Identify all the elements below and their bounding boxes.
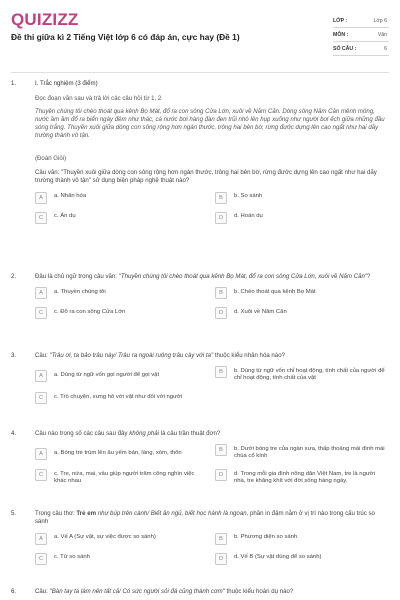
passage-source: (Đoàn Giỏi) <box>35 154 67 162</box>
option-a[interactable] <box>35 448 207 460</box>
option-letter-box: A <box>35 448 47 460</box>
question-text: Câu văn: "Thuyền xuôi giữa dòng con sông rộng hơn ngàn thước, trông hai bên bờ, rừng đước dựng lên cao ngất như hai dãy trường thành vô tận" sử dụng biện pháp nghệ thuật nào? <box>35 169 377 185</box>
option-letter-box: D <box>215 469 227 481</box>
option-b[interactable] <box>215 287 387 299</box>
option-text: b. Dùng từ ngữ vốn chỉ hoạt động, tính chất của người để chỉ hoạt động, tính chất của vật <box>234 367 385 382</box>
option-d[interactable] <box>215 553 387 565</box>
option-letter-box: B <box>215 444 227 456</box>
option-a[interactable] <box>35 533 207 545</box>
option-text: a. Vế A (Sự vật, sự việc được so sánh) <box>54 533 156 540</box>
instruction-text: Đọc đoạn văn sau và trả lời các câu hỏi từ 1, 2 <box>35 95 162 103</box>
option-b[interactable] <box>215 444 387 460</box>
question-text: Trong câu thơ: Trẻ em như búp trên cành/ Biết ăn ngủ, biết học hành là ngoan, phần in đậm nằm ở vị trí nào trong cấu trúc so sánh <box>35 510 375 526</box>
option-text: c. Từ so sánh <box>54 553 90 560</box>
meta-row-class <box>333 14 389 28</box>
question-number: 1. <box>11 80 17 87</box>
option-letter-box: D <box>215 553 227 565</box>
option-a[interactable] <box>35 287 207 299</box>
option-b[interactable] <box>215 366 387 382</box>
option-a[interactable] <box>35 192 207 204</box>
option-d[interactable] <box>215 307 387 319</box>
option-text: a. Nhân hóa <box>54 192 87 199</box>
option-letter-box: D <box>215 307 227 319</box>
question-text: Câu: "Trâu ơi, ta bảo trâu này/ Trâu ra ngoài ruộng trâu cày với ta" thuộc kiểu nhân hóa nào? <box>35 352 285 359</box>
meta-label: LỚP : <box>333 17 348 24</box>
question-text: Câu nào trong số các câu sau đây không phải là câu trần thuật đơn? <box>35 430 221 437</box>
option-letter-box: C <box>35 212 47 224</box>
option-text: b. So sánh <box>234 192 263 199</box>
option-text: b. Chèo thoát qua kênh Bọ Mát <box>234 288 316 295</box>
option-letter-box: A <box>35 533 47 545</box>
header-divider <box>11 72 389 73</box>
meta-value: Lớp 6 <box>373 17 387 24</box>
option-text: c. Tre, nứa, mai, vầu giúp người trăm công nghìn việc khác nhau <box>54 470 195 485</box>
option-text: a. Dùng từ ngữ vốn gọi người để gọi vật <box>54 371 160 378</box>
worksheet-header <box>0 0 400 62</box>
option-a[interactable] <box>35 370 207 382</box>
option-letter-box: A <box>35 287 47 299</box>
question-text: Đâu là chủ ngữ trong câu văn: "Thuyền chúng tôi chèo thoát qua kênh Bọ Mát, đổ ra con sông Cửa Lớn, xuôi về Năm Căn"? <box>35 273 371 280</box>
option-text: d. Trong mỗi gia đình nông dân Việt Nam, tre là người nhà, tre khăng khít với đời sống hàng ngày. <box>234 470 375 485</box>
option-c[interactable] <box>35 469 207 485</box>
meta-row-subject <box>333 28 389 42</box>
meta-box <box>333 14 389 56</box>
option-text: d. Xuôi về Năm Căn <box>234 308 287 315</box>
option-letter-box: B <box>215 192 227 204</box>
page-title: Đề thi giữa kì 2 Tiếng Việt lớp 6 có đáp án, cực hay (Đề 1) <box>11 32 240 42</box>
reading-passage: Thuyền chúng tôi chèo thoát qua kênh Bọ Mát, đổ ra con sông Cửa Lớn, xuôi về Năm Căn. Dòng sông Năm Căn mênh mông, nước ầm ầm đổ ra biển ngày đêm như thác, cá nước bơi hàng đàn đen trũi nhô lên hụp xuống như người bơi ếch giữa những đầu sóng trắng. Thuyền xuôi giữa dòng con sông rộng hơn ngàn thước, trông hai bên bờ, rừng đước dựng lên cao ngất như hai dãy trường thành vô tận. <box>35 107 385 140</box>
meta-label: SỐ CÂU : <box>333 45 357 52</box>
option-c[interactable] <box>35 212 207 224</box>
option-text: d. Vế B (Sự vật dùng để so sánh) <box>234 553 322 560</box>
question-4 <box>11 430 389 500</box>
option-text: b. Dưới bóng tre của ngàn xưa, thấp thoáng mái đình mái chùa cổ kính <box>234 445 385 460</box>
meta-value: Văn <box>377 31 387 38</box>
question-2 <box>11 273 389 327</box>
option-d[interactable] <box>215 212 387 224</box>
option-letter-box: B <box>215 287 227 299</box>
option-c[interactable] <box>35 392 207 404</box>
question-text: Câu: "Bàn tay ta làm nên tất cả/ Có sức người sỏi đá cũng thành cơm" thuộc kiểu hoán dụ nào? <box>35 588 294 595</box>
question-number: 2. <box>11 273 17 280</box>
option-letter-box: A <box>35 192 47 204</box>
option-letter-box: C <box>35 392 47 404</box>
meta-value: 6 <box>384 45 387 52</box>
option-letter-box: C <box>35 469 47 481</box>
question-3 <box>11 352 389 410</box>
option-c[interactable] <box>35 553 207 565</box>
option-d[interactable] <box>215 469 387 485</box>
meta-row-count <box>333 42 389 56</box>
option-letter-box: C <box>35 553 47 565</box>
option-c[interactable] <box>35 307 207 319</box>
option-text: b. Phương diện so sánh <box>234 533 298 540</box>
option-text: a. Thuyền chúng tôi <box>54 288 106 295</box>
question-6 <box>11 588 389 596</box>
option-text: c. Đổ ra con sông Cửa Lớn <box>54 308 126 315</box>
option-b[interactable] <box>215 533 387 545</box>
question-number: 5. <box>11 510 17 517</box>
option-letter-box: D <box>215 212 227 224</box>
option-text: a. Bóng tre trùm lên âu yếm bản, làng, xóm, thôn <box>54 449 182 456</box>
meta-label: MÔN : <box>333 31 349 38</box>
question-5 <box>11 510 389 573</box>
option-text: c. Ẩn dụ <box>54 212 76 219</box>
option-letter-box: A <box>35 370 47 382</box>
option-text: c. Trò chuyện, xưng hô với vật như đối với người <box>54 393 183 400</box>
question-number: 6. <box>11 588 17 595</box>
question-number: 3. <box>11 352 17 359</box>
quizizz-logo: QUIZIZZ <box>11 10 79 29</box>
section-heading: I. Trắc nghiệm (3 điểm) <box>35 80 98 87</box>
option-letter-box: B <box>215 533 227 545</box>
question-number: 4. <box>11 430 17 437</box>
option-letter-box: C <box>35 307 47 319</box>
option-b[interactable] <box>215 192 387 204</box>
question-1 <box>11 80 389 232</box>
option-letter-box: B <box>215 366 227 378</box>
option-text: d. Hoán dụ <box>234 212 263 219</box>
